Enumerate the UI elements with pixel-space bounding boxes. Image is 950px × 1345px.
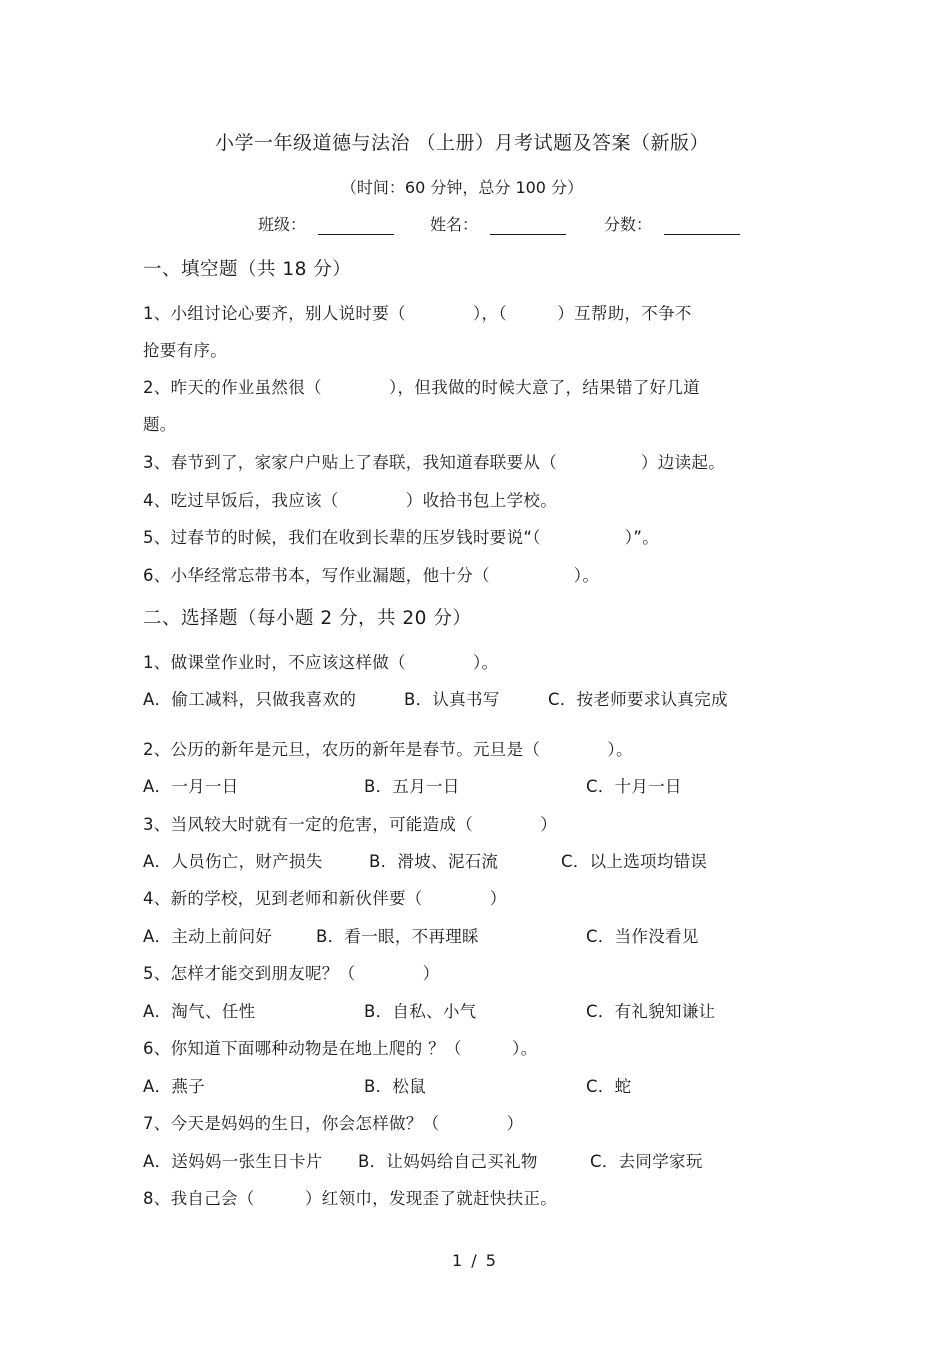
choice-question-1: 1、做课堂作业时，不应该这样做（ ）。: [143, 653, 499, 672]
name-blank-line: [490, 214, 566, 235]
class-blank-line: [318, 214, 394, 235]
choice-question-8: 8、我自己会（ ）红领巾，发现歪了就赶快扶正。: [143, 1189, 557, 1208]
choice-question-7-option-a: A．送妈妈一张生日卡片: [143, 1152, 323, 1171]
score-label: 分数：: [604, 215, 653, 234]
class-label: 班级：: [258, 215, 307, 234]
choice-question-7-option-b: B．让妈妈给自己买礼物: [358, 1152, 538, 1171]
choice-question-1-option-c: C．按老师要求认真完成: [548, 690, 728, 709]
name-field: [430, 212, 566, 235]
fill-question-6: 6、小华经常忘带书本，写作业漏题，他十分（ ）。: [143, 566, 600, 585]
choice-question-6-option-c: C．蛇: [586, 1077, 632, 1096]
fill-question-2-line-2: 题。: [143, 415, 177, 434]
name-label: 姓名：: [430, 215, 479, 234]
choice-question-5-option-b: B．自私、小气: [364, 1002, 477, 1021]
fill-question-4: 4、吃过早饭后，我应该（ ）收拾书包上学校。: [143, 491, 557, 510]
fill-question-1-line-2: 抢要有序。: [143, 341, 227, 360]
choice-question-5-option-a: A．淘气、任性: [143, 1002, 256, 1021]
choice-question-6-option-b: B．松鼠: [364, 1077, 427, 1096]
section-heading-choice: 二、选择题（每小题 2 分，共 20 分）: [143, 608, 472, 629]
choice-question-1-option-a: A．偷工减料，只做我喜欢的: [143, 690, 357, 709]
score-blank-line: [664, 214, 740, 235]
choice-question-6-option-a: A．燕子: [143, 1077, 205, 1096]
choice-question-5-option-c: C．有礼貌知谦让: [586, 1002, 716, 1021]
choice-question-4-option-b: B．看一眼，不再理睬: [316, 927, 479, 946]
choice-question-7: 7、今天是妈妈的生日，你会怎样做？（ ）: [143, 1114, 524, 1133]
choice-question-2: 2、公历的新年是元旦，农历的新年是春节。元旦是（ ）。: [143, 740, 633, 759]
score-field: [604, 212, 740, 235]
choice-question-1-option-b: B．认真书写: [404, 690, 500, 709]
choice-question-5: 5、怎样才能交到朋友呢？（ ）: [143, 964, 440, 983]
choice-question-2-option-c: C．十月一日: [586, 777, 682, 796]
fill-question-2-line-1: 2、昨天的作业虽然很（ ），但我做的时候大意了，结果错了好几道: [143, 378, 700, 397]
fill-question-5: 5、过春节的时候，我们在收到长辈的压岁钱时要说“（ ）”。: [143, 528, 659, 547]
choice-question-3: 3、当风较大时就有一定的危害，可能造成（ ）: [143, 815, 557, 834]
choice-question-2-option-a: A．一月一日: [143, 777, 239, 796]
fill-question-1-line-1: 1、小组讨论心要齐，别人说时要（ ），（ ）互帮助，不争不: [143, 304, 692, 323]
choice-question-4: 4、新的学校，见到老师和新伙伴要（ ）: [143, 889, 507, 908]
choice-question-2-option-b: B．五月一日: [364, 777, 460, 796]
choice-question-4-option-a: A．主动上前问好: [143, 927, 273, 946]
choice-question-3-option-a: A．人员伤亡，财产损失: [143, 852, 323, 871]
fill-question-3: 3、春节到了，家家户户贴上了春联，我知道春联要从（ ）边读起。: [143, 453, 725, 472]
section-heading-fill-in: 一、填空题（共 18 分）: [143, 259, 352, 280]
choice-question-4-option-c: C．当作没看见: [586, 927, 699, 946]
choice-question-6: 6、你知道下面哪种动物是在地上爬的 ？（ ）。: [143, 1039, 538, 1058]
page-title: 小学一年级道德与法治 （上册）月考试题及答案（新版）: [214, 132, 710, 154]
choice-question-7-option-c: C．去同学家玩: [590, 1152, 703, 1171]
choice-question-3-option-b: B．滑坡、泥石流: [369, 852, 499, 871]
class-field: [258, 212, 394, 235]
exam-time-info: （时间：60 分钟，总分 100 分）: [340, 178, 584, 197]
page-number: 1 / 5: [452, 1251, 498, 1270]
choice-question-3-option-c: C．以上选项均错误: [561, 852, 708, 871]
